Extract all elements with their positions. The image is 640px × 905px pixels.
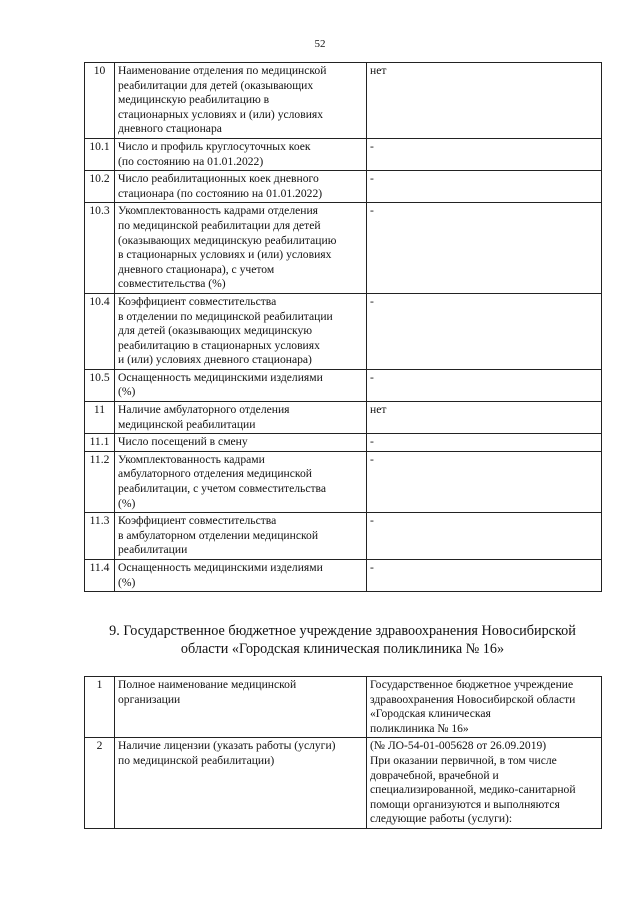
- row-number: 10.2: [85, 171, 115, 203]
- row-value: -: [367, 138, 602, 170]
- row-value: нет: [367, 402, 602, 434]
- row-value: (№ ЛО-54-01-005628 от 26.09.2019) При оказании первичной, в том числе доврачебной, врачебной и специализированной, медико-санитарной помощи организуются и выполняются следующие работы (услуги):: [367, 738, 602, 829]
- row-value: -: [367, 293, 602, 369]
- table-row: [85, 369, 602, 401]
- row-value: Государственное бюджетное учреждение здравоохранения Новосибирской области «Городская клиническая поликлиника № 16»: [367, 677, 602, 738]
- table-row: [85, 203, 602, 294]
- row-label: Укомплектованность кадрами амбулаторного отделения медицинской реабилитации, с учетом совместительства (%): [115, 451, 367, 512]
- rehab-info-table: [84, 62, 602, 592]
- table-row: [85, 451, 602, 512]
- row-value: -: [367, 513, 602, 560]
- table-row: [85, 171, 602, 203]
- row-label: Укомплектованность кадрами отделения по медицинской реабилитации для детей (оказывающих медицинскую реабилитацию в стационарных условиях и (или) условиях дневного стационара), с учетом совместительства (%): [115, 203, 367, 294]
- section-heading: 9. Государственное бюджетное учреждение здравоохранения Новосибирской области «Городская клиническая поликлиника № 16»: [109, 623, 576, 657]
- table-row: [85, 677, 602, 738]
- row-label: Число реабилитационных коек дневного стационара (по состоянию на 01.01.2022): [115, 171, 367, 203]
- row-number: 10.5: [85, 369, 115, 401]
- row-value: -: [367, 203, 602, 294]
- row-value: нет: [367, 63, 602, 139]
- row-number: 2: [85, 738, 115, 829]
- table-row: [85, 560, 602, 592]
- row-label: Число посещений в смену: [115, 434, 367, 452]
- row-label: Число и профиль круглосуточных коек (по состоянию на 01.01.2022): [115, 138, 367, 170]
- row-number: 11.2: [85, 451, 115, 512]
- row-number: 10.4: [85, 293, 115, 369]
- row-number: 10.3: [85, 203, 115, 294]
- row-label: Коэффициент совместительства в отделении по медицинской реабилитации для детей (оказывающих медицинскую реабилитацию в стационарных условиях и (или) условиях дневного стационара): [115, 293, 367, 369]
- page-number: 52: [314, 38, 326, 50]
- row-number: 11: [85, 402, 115, 434]
- row-number: 10.1: [85, 138, 115, 170]
- table-row: [85, 138, 602, 170]
- row-number: 11.3: [85, 513, 115, 560]
- row-label: Оснащенность медицинскими изделиями (%): [115, 369, 367, 401]
- row-value: -: [367, 369, 602, 401]
- row-number: 10: [85, 63, 115, 139]
- row-label: Оснащенность медицинскими изделиями (%): [115, 560, 367, 592]
- table-row: [85, 63, 602, 139]
- row-number: 11.4: [85, 560, 115, 592]
- row-label: Наличие лицензии (указать работы (услуги) по медицинской реабилитации): [115, 738, 367, 829]
- row-value: -: [367, 434, 602, 452]
- table-row: [85, 402, 602, 434]
- table-row: [85, 513, 602, 560]
- row-number: 11.1: [85, 434, 115, 452]
- row-value: -: [367, 171, 602, 203]
- row-label: Наименование отделения по медицинской реабилитации для детей (оказывающих медицинскую реабилитацию в стационарных условиях и (или) условиях дневного стационара: [115, 63, 367, 139]
- organization-table: [84, 676, 602, 829]
- row-label: Полное наименование медицинской организации: [115, 677, 367, 738]
- row-value: -: [367, 451, 602, 512]
- row-number: 1: [85, 677, 115, 738]
- table-row: [85, 434, 602, 452]
- row-value: -: [367, 560, 602, 592]
- table-row: [85, 293, 602, 369]
- table-row: [85, 738, 602, 829]
- row-label: Наличие амбулаторного отделения медицинской реабилитации: [115, 402, 367, 434]
- row-label: Коэффициент совместительства в амбулаторном отделении медицинской реабилитации: [115, 513, 367, 560]
